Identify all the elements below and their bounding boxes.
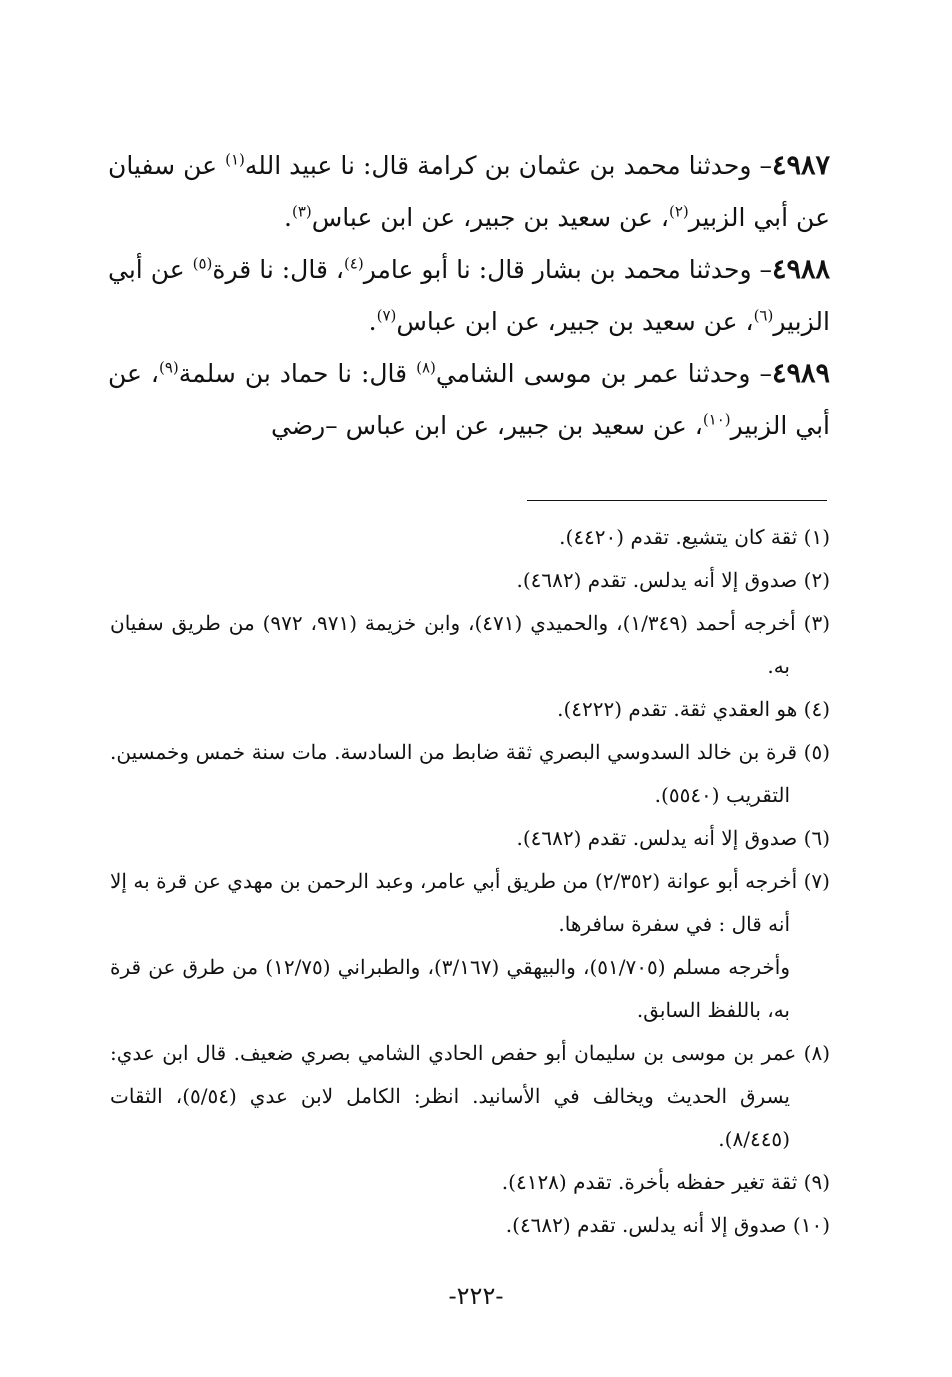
footnote: (٣) أخرجه أحمد (١/٣٤٩)، والحميدي (٤٧١)، وابن خزيمة (٩٧١، ٩٧٢) من طريق سفيان به. [110, 611, 831, 678]
footnote-ref: (١) [225, 150, 245, 169]
hadith-text-run: ، عن سعيد بن جبير، عن ابن عباس [396, 307, 754, 336]
footnote: (١٠) صدوق إلا أنه يدلس. تقدم (٤٦٨٢). [505, 1213, 830, 1237]
footnote-ref: (١٠) [702, 410, 731, 429]
hadith-number: ٤٩٨٩ [771, 358, 830, 389]
hadith-text [108, 140, 830, 452]
footnote-ref: (٥) [192, 254, 213, 273]
hadith-entry [108, 140, 830, 244]
footnote-continuation: وأخرجه مسلم (٥١/٧٠٥)، والبيهقي (٣/١٦٧)، والطبراني (١٢/٧٥) من طرق عن قرة به، باللفظ السابق. [110, 955, 791, 1022]
footnote: (٢) صدوق إلا أنه يدلس. تقدم (٤٦٨٢). [516, 568, 830, 592]
hadith-number: ٤٩٨٨ [772, 254, 831, 285]
footnote-ref: (٣) [291, 202, 312, 221]
hadith-number: ٤٩٨٧ [771, 150, 830, 181]
footnote: (٨) عمر بن موسى بن سليمان أبو حفص الحادي الشامي بصري ضعيف. قال ابن عدي: يسرق الحديث ويخالف في الأسانيد. انظر: الكامل لابن عدي (٥/٥٤)، الثقات (٨/٤٤٥). [110, 1041, 830, 1151]
hadith-text-run: . [368, 307, 377, 336]
hadith-text-run: عن أبي الزبير [108, 255, 830, 336]
footnote: (٦) صدوق إلا أنه يدلس. تقدم (٤٦٨٢). [516, 826, 830, 850]
footnote-ref: (٩) [159, 358, 179, 377]
hadith-text-run: ، عن سعيد بن جبير، عن ابن عباس –رضي [271, 411, 703, 440]
footnote-separator [527, 500, 827, 501]
hadith-text-run: ، قال: نا قرة [212, 255, 344, 284]
footnote-ref: (٧) [376, 306, 397, 325]
hadith-text-run: – وحدثنا عمر بن موسى الشامي [435, 359, 772, 388]
page-number: -٢٢٢- [448, 1282, 504, 1310]
hadith-text-run: ، عن أبي الزبير [108, 359, 830, 440]
footnote: (٤) هو العقدي ثقة. تقدم (٤٢٢٢). [557, 697, 830, 721]
footnote: (٥) قرة بن خالد السدوسي البصري ثقة ضابط من السادسة. مات سنة خمس وخمسين. التقريب (٥٥٤٠). [110, 740, 830, 807]
footnote-ref: (٨) [416, 358, 436, 377]
footnote: (٩) ثقة تغير حفظه بأخرة. تقدم (٤١٢٨). [501, 1170, 830, 1194]
footnote-ref: (٦) [753, 306, 774, 325]
hadith-text-run: قال: نا حماد بن سلمة [178, 359, 417, 388]
footnote: (٧) أخرجه أبو عوانة (٢/٣٥٢) من طريق أبي عامر، وعبد الرحمن بن مهدي عن قرة به إلا أنه قال : في سفرة سافرها. [110, 869, 830, 936]
footnote-ref: (٢) [668, 202, 689, 221]
hadith-text-run: ، عن سعيد بن جبير، عن ابن عباس [311, 203, 669, 232]
footnotes [110, 516, 830, 1247]
hadith-text-run: . [284, 203, 292, 232]
hadith-text-run: – وحدثنا محمد بن بشار قال: نا أبو عامر [363, 255, 772, 284]
hadith-entry [108, 244, 830, 348]
hadith-text-run: عن سفيان عن أبي الزبير [108, 151, 830, 232]
hadith-text-run: – وحدثنا محمد بن عثمان بن كرامة قال: نا عبيد الله [244, 151, 772, 180]
footnote: (١) ثقة كان يتشيع. تقدم (٤٤٢٠). [559, 525, 830, 549]
hadith-entry [108, 348, 830, 452]
footnote-ref: (٤) [343, 254, 364, 273]
